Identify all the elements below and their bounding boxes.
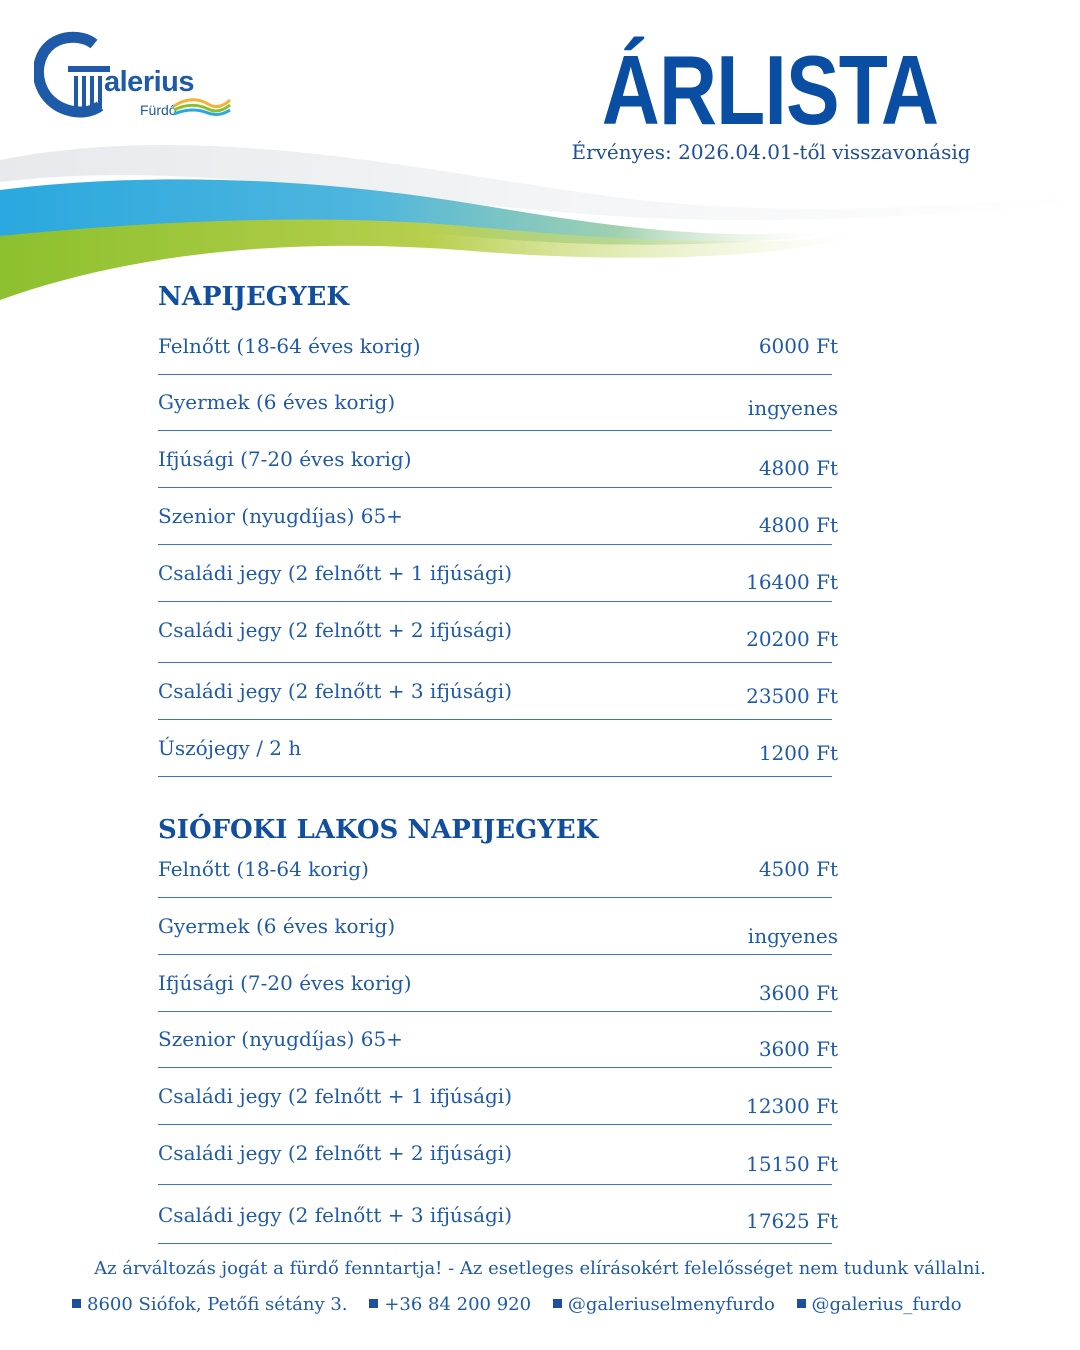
facebook-link[interactable]: @galeriuselmenyfurdo [567, 1294, 775, 1315]
price-row [158, 504, 838, 545]
validity-text: Érvényes: 2026.04.01-től visszavonásig [571, 140, 971, 164]
row-label: Felnőtt (18-64 éves korig) [158, 334, 421, 358]
row-label: Családi jegy (2 felnőtt + 2 ifjúsági) [158, 1141, 513, 1165]
row-label: Szenior (nyugdíjas) 65+ [158, 1027, 403, 1051]
row-price: 17625 Ft [746, 1209, 838, 1233]
row-price: 15150 Ft [746, 1152, 838, 1176]
price-row [158, 334, 838, 375]
row-price: 4500 Ft [758, 857, 838, 881]
logo-subtitle: Fürdő [140, 102, 177, 118]
row-label: Ifjúsági (7-20 éves korig) [158, 971, 412, 995]
bullet-square-icon [72, 1299, 81, 1308]
row-price: 1200 Ft [758, 741, 838, 765]
price-row [158, 914, 838, 955]
row-price: 3600 Ft [758, 981, 838, 1005]
disclaimer-text: Az árváltozás jogát a fürdő fenntartja! - Az esetleges elírásokért felelősséget nem tudunk vállalni. [94, 1258, 986, 1279]
logo-wordmark: alerius [104, 66, 194, 98]
instagram-link[interactable]: @galerius_furdo [811, 1294, 962, 1315]
row-label: Családi jegy (2 felnőtt + 3 ifjúsági) [158, 1203, 513, 1227]
phone-link[interactable]: +36 84 200 920 [384, 1294, 532, 1315]
price-row [158, 1141, 838, 1185]
section-title-daily: NAPIJEGYEK [158, 282, 349, 312]
price-row [158, 679, 838, 720]
page-title: ÁRLISTA [601, 35, 939, 145]
row-label: Felnőtt (18-64 korig) [158, 857, 369, 881]
logo-column-icon [34, 30, 114, 120]
price-row [158, 561, 838, 602]
logo-wave-icon [172, 96, 232, 116]
row-price: 20200 Ft [746, 627, 838, 651]
price-row [158, 390, 838, 431]
price-row [158, 618, 838, 663]
bullet-square-icon [369, 1299, 378, 1308]
price-row [158, 857, 838, 898]
address-text: 8600 Siófok, Petőfi sétány 3. [87, 1294, 348, 1315]
row-label: Úszójegy / 2 h [158, 736, 302, 760]
row-price: ingyenes [747, 396, 838, 420]
row-price: ingyenes [747, 924, 838, 948]
row-price: 6000 Ft [758, 334, 838, 358]
row-price: 16400 Ft [746, 570, 838, 594]
row-price: 3600 Ft [758, 1037, 838, 1061]
price-row [158, 1203, 838, 1244]
row-label: Családi jegy (2 felnőtt + 3 ifjúsági) [158, 679, 513, 703]
galerius-logo [34, 30, 224, 120]
row-label: Gyermek (6 éves korig) [158, 390, 396, 414]
row-label: Szenior (nyugdíjas) 65+ [158, 504, 403, 528]
row-label: Családi jegy (2 felnőtt + 2 ifjúsági) [158, 618, 513, 642]
price-row [158, 447, 838, 488]
bullet-square-icon [553, 1299, 562, 1308]
contact-bar [72, 1294, 1012, 1315]
row-price: 4800 Ft [758, 456, 838, 480]
row-price: 12300 Ft [746, 1094, 838, 1118]
row-price: 23500 Ft [746, 684, 838, 708]
section-title-resident: SIÓFOKI LAKOS NAPIJEGYEK [158, 815, 599, 845]
price-row [158, 971, 838, 1012]
row-label: Gyermek (6 éves korig) [158, 914, 396, 938]
row-label: Családi jegy (2 felnőtt + 1 ifjúsági) [158, 561, 513, 585]
price-row [158, 736, 838, 777]
row-price: 4800 Ft [758, 513, 838, 537]
row-label: Családi jegy (2 felnőtt + 1 ifjúsági) [158, 1084, 513, 1108]
price-row [158, 1027, 838, 1068]
row-label: Ifjúsági (7-20 éves korig) [158, 447, 412, 471]
bullet-square-icon [797, 1299, 806, 1308]
price-row [158, 1084, 838, 1125]
